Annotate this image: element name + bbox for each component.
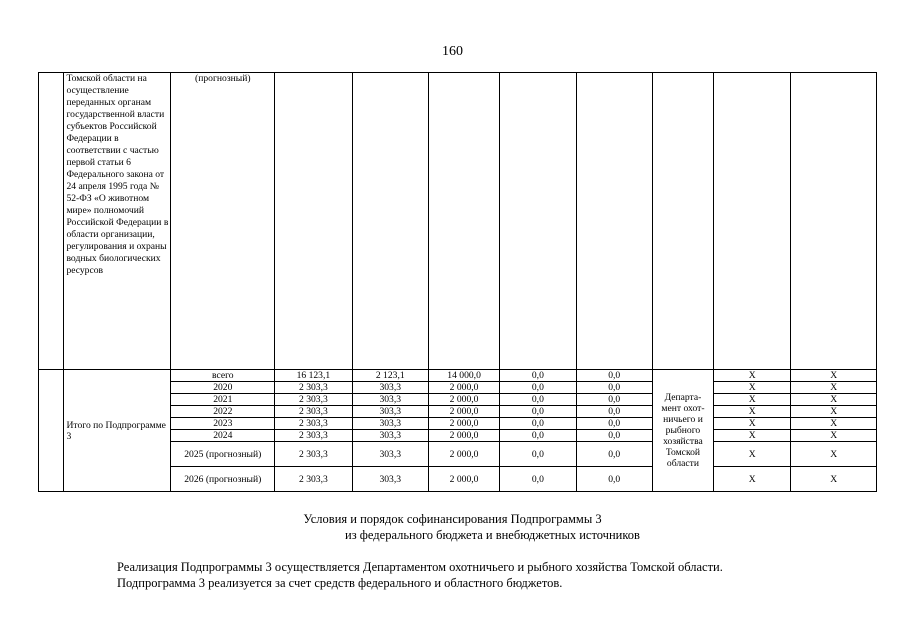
local-cell: 0,0 — [500, 442, 576, 467]
extra-cell: 0,0 — [576, 418, 652, 430]
subprogram-total-label: Итого по Подпрограмме 3 — [64, 370, 171, 492]
extra-cell: 0,0 — [576, 382, 652, 394]
regional-cell: 2 000,0 — [428, 382, 499, 394]
indicator-cell: X — [714, 430, 791, 442]
regional-cell: 2 000,0 — [428, 442, 499, 467]
federal-cell: 303,3 — [352, 430, 428, 442]
extra-cell: 0,0 — [576, 406, 652, 418]
extra-cell: 0,0 — [576, 467, 652, 492]
indicator-cell: X — [714, 382, 791, 394]
year-cell: 2021 — [171, 394, 275, 406]
extra-cell: 0,0 — [576, 394, 652, 406]
section-subtitle: из федерального бюджета и внебюджетных источников — [345, 528, 640, 542]
year-cell: 2024 — [171, 430, 275, 442]
local-cell: 0,0 — [500, 467, 576, 492]
indicator-cell: X — [791, 430, 877, 442]
extra-cell: 0,0 — [576, 442, 652, 467]
table-row — [39, 73, 877, 370]
year-cell: 2020 — [171, 382, 275, 394]
year-cell: 2025 (прогнозный) — [171, 442, 275, 467]
local-cell: 0,0 — [500, 370, 576, 382]
regional-cell: 2 000,0 — [428, 418, 499, 430]
federal-cell: 303,3 — [352, 418, 428, 430]
year-cell: 2023 — [171, 418, 275, 430]
indicator-cell: X — [714, 394, 791, 406]
total-cell: 16 123,1 — [275, 370, 352, 382]
regional-cell: 2 000,0 — [428, 467, 499, 492]
extra-cell: 0,0 — [576, 370, 652, 382]
federal-cell: 303,3 — [352, 382, 428, 394]
total-cell: 2 303,3 — [275, 467, 352, 492]
year-cell: 2026 (прогнозный) — [171, 467, 275, 492]
total-cell: 2 303,3 — [275, 382, 352, 394]
indicator-cell: X — [791, 394, 877, 406]
regional-cell: 2 000,0 — [428, 394, 499, 406]
extra-cell: 0,0 — [576, 430, 652, 442]
local-cell: 0,0 — [500, 406, 576, 418]
indicator-cell: X — [714, 418, 791, 430]
federal-cell: 2 123,1 — [352, 370, 428, 382]
number-cell — [39, 370, 64, 492]
local-cell: 0,0 — [500, 418, 576, 430]
indicator-cell: X — [714, 467, 791, 492]
local-cell: 0,0 — [500, 430, 576, 442]
local-cell: 0,0 — [500, 394, 576, 406]
federal-cell: 303,3 — [352, 467, 428, 492]
total-cell: 2 303,3 — [275, 394, 352, 406]
total-cell: 2 303,3 — [275, 442, 352, 467]
section-title: Условия и порядок софинансирования Подпрограммы 3 — [303, 512, 602, 526]
federal-cell: 303,3 — [352, 406, 428, 418]
year-cell: (прогнозный) — [171, 73, 275, 370]
indicator-cell: X — [791, 418, 877, 430]
indicator-cell: X — [791, 442, 877, 467]
total-cell: 2 303,3 — [275, 430, 352, 442]
indicator-cell: X — [714, 406, 791, 418]
regional-cell: 2 000,0 — [428, 430, 499, 442]
department-cell: Департа-мент охот-ничьего и рыбного хозяйства Томской области — [652, 370, 713, 492]
local-cell: 0,0 — [500, 382, 576, 394]
year-cell: всего — [171, 370, 275, 382]
page-number: 160 — [442, 44, 463, 59]
financing-table — [38, 72, 877, 492]
year-cell: 2022 — [171, 406, 275, 418]
paragraph: Реализация Подпрограммы 3 осуществляется Департаментом охотничьего и рыбного хозяйства Томской области. — [117, 560, 723, 574]
regional-cell: 2 000,0 — [428, 406, 499, 418]
indicator-cell: X — [714, 370, 791, 382]
indicator-cell: X — [714, 442, 791, 467]
indicator-cell: X — [791, 406, 877, 418]
federal-cell: 303,3 — [352, 442, 428, 467]
indicator-cell: X — [791, 370, 877, 382]
indicator-cell: X — [791, 467, 877, 492]
total-cell: 2 303,3 — [275, 406, 352, 418]
measure-description: Томской области на осуществление переданных органам государственной власти субъектов Российской Федерации в соответствии с частью первой статьи 6 Федерального закона от 24 апреля 1995 года № 52-ФЗ «О животном мире» полномочий Российской Федерации в области организации, регулирования и охраны водных биологических ресурсов — [64, 73, 171, 370]
regional-cell: 14 000,0 — [428, 370, 499, 382]
total-cell: 2 303,3 — [275, 418, 352, 430]
table-row — [39, 370, 877, 382]
federal-cell: 303,3 — [352, 394, 428, 406]
indicator-cell: X — [791, 382, 877, 394]
paragraph: Подпрограмма 3 реализуется за счет средств федерального и областного бюджетов. — [117, 576, 563, 590]
